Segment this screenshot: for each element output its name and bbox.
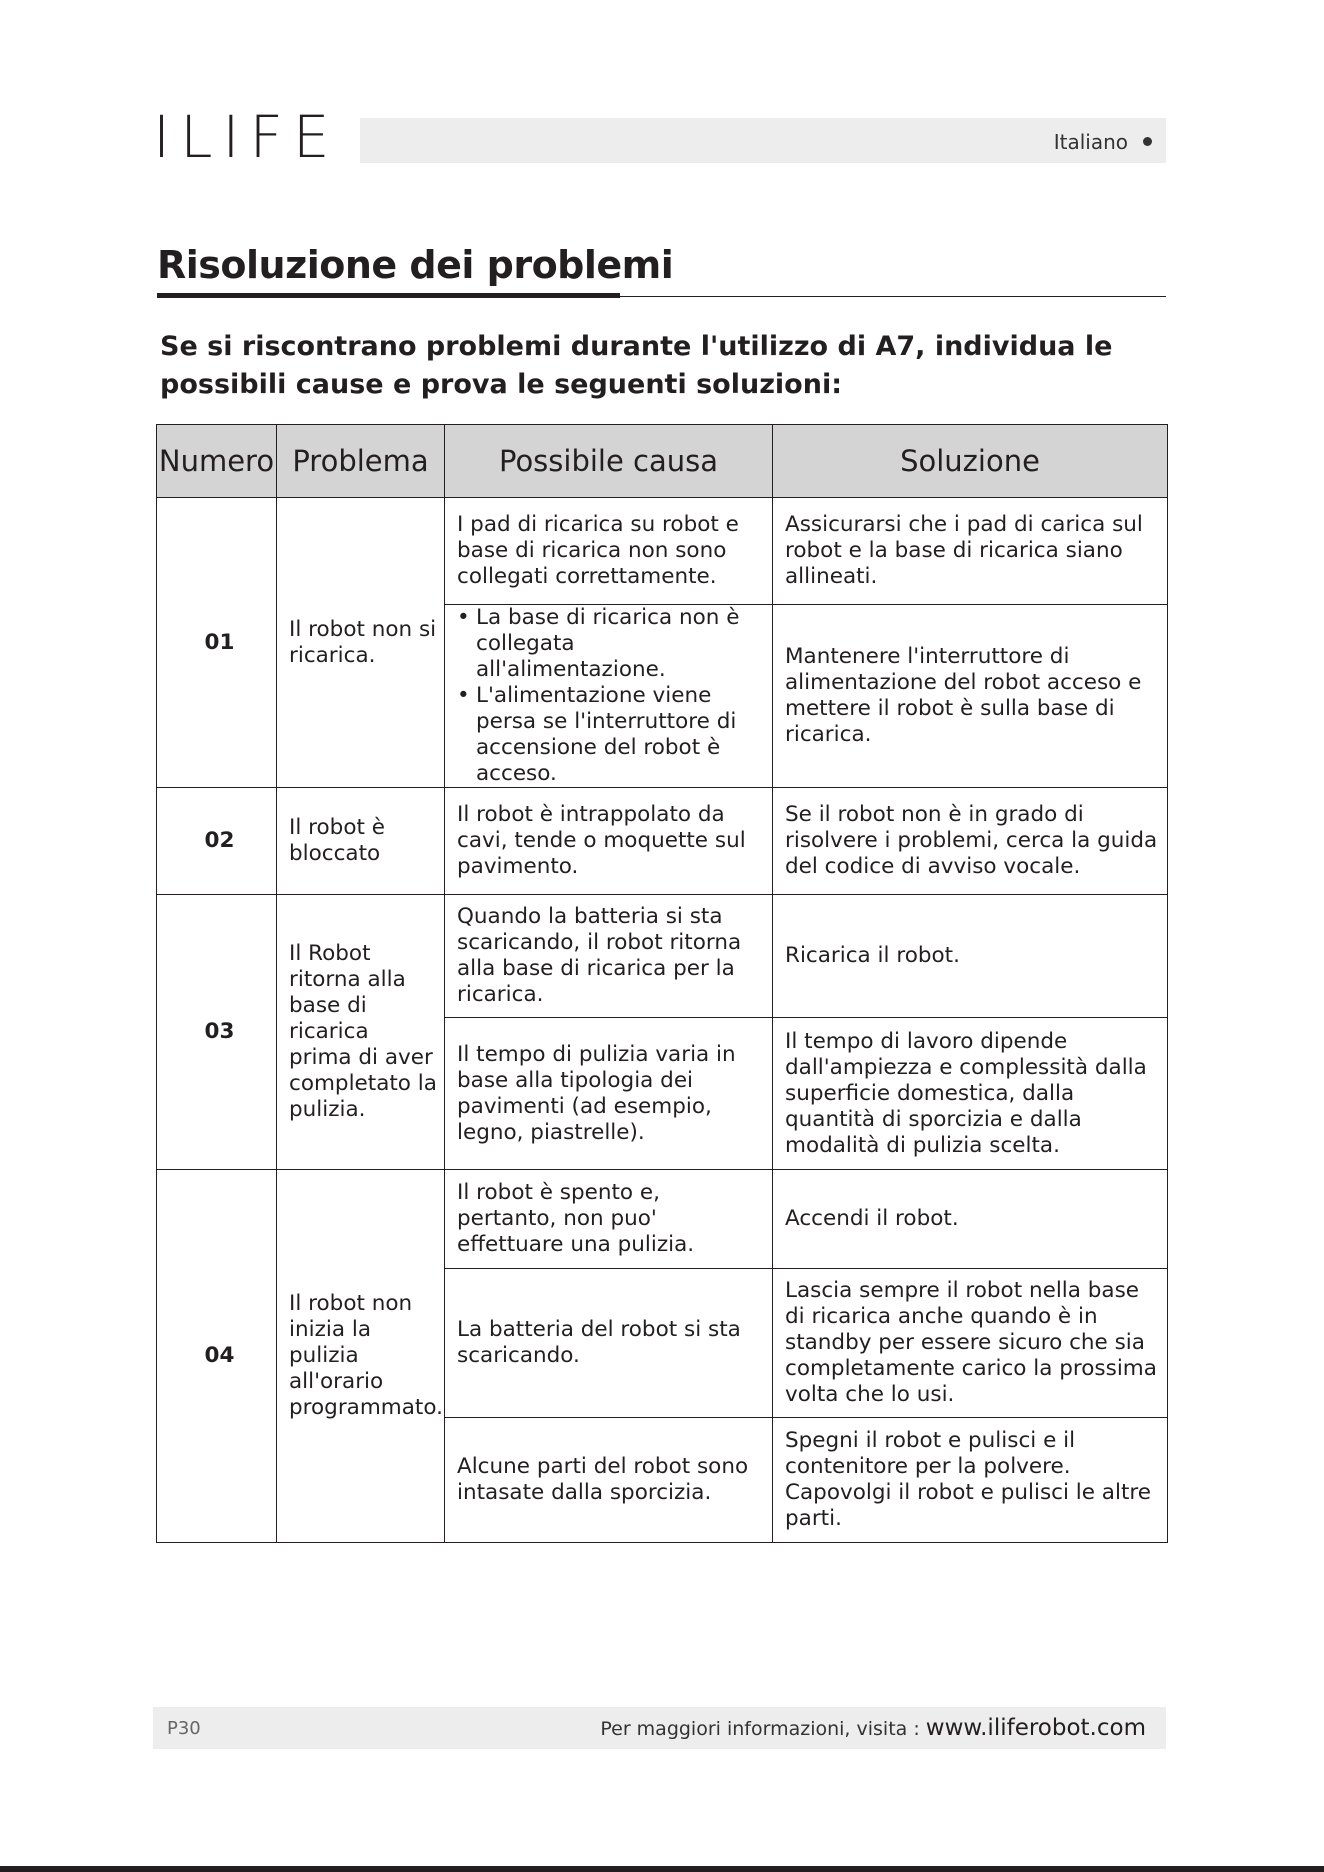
row-solution: Se il robot non è in grado di risolvere i problemi, cerca la guida del codice di avviso vocale. [773, 788, 1168, 895]
page-number: P30 [167, 1718, 201, 1739]
row-solution: Lascia sempre il robot nella base di ricarica anche quando è in standby per essere sicuro che sia completamente carico la prossima volta che lo usi. [773, 1269, 1168, 1418]
row-number: 03 [157, 895, 277, 1170]
table-header-row [157, 425, 1168, 498]
troubleshooting-table [156, 424, 1168, 1543]
cause-bullet-text: L'alimentazione viene persa se l'interruttore di accensione del robot è acceso. [476, 683, 737, 786]
footer-info [600, 1715, 1146, 1741]
row-cause: I pad di ricarica su robot e base di ricarica non sono collegati correttamente. [445, 498, 773, 605]
row-problem: Il robot è bloccato [277, 788, 445, 895]
footer-label: Per maggiori informazioni, visita : [600, 1718, 920, 1740]
website-link[interactable]: www.iliferobot.com [925, 1715, 1146, 1741]
row-number: 01 [157, 498, 277, 788]
header-solution: Soluzione [773, 425, 1168, 498]
row-solution: Spegni il robot e pulisci e il contenitore per la polvere. Capovolgi il robot e pulisci le altre parti. [773, 1418, 1168, 1543]
cause-bullet [457, 683, 766, 787]
page-title: Risoluzione dei problemi [157, 243, 674, 287]
title-rule [157, 296, 1166, 297]
row-problem: Il robot non inizia la pulizia all'orario programmato. [277, 1170, 445, 1543]
row-cause: Il robot è spento e, pertanto, non puo' effettuare una pulizia. [445, 1170, 773, 1269]
bottom-rule [0, 1866, 1324, 1872]
table-row [157, 1170, 1168, 1269]
row-problem: Il Robot ritorna alla base di ricarica prima di aver completato la pulizia. [277, 895, 445, 1170]
row-solution: Il tempo di lavoro dipende dall'ampiezza e complessità dalla superficie domestica, dalla quantità di sporcizia e dalla modalità di pulizia scelta. [773, 1018, 1168, 1170]
bullet-icon: • [457, 605, 470, 630]
language-bar [360, 118, 1166, 163]
row-cause: Alcune parti del robot sono intasate dalla sporcizia. [445, 1418, 773, 1543]
row-cause [445, 605, 773, 788]
intro-text: Se si riscontrano problemi durante l'utilizzo di A7, individua le possibili cause e prova le seguenti soluzioni: [160, 331, 1113, 400]
row-cause: Quando la batteria si sta scaricando, il robot ritorna alla base di ricarica per la ricarica. [445, 895, 773, 1018]
row-cause: Il robot è intrappolato da cavi, tende o moquette sul pavimento. [445, 788, 773, 895]
footer-bar [153, 1707, 1166, 1749]
row-solution: Mantenere l'interruttore di alimentazione del robot acceso e mettere il robot è sulla base di ricarica. [773, 605, 1168, 788]
row-problem: Il robot non si ricarica. [277, 498, 445, 788]
row-solution: Assicurarsi che i pad di carica sul robot e la base di ricarica siano allineati. [773, 498, 1168, 605]
bullet-icon: • [457, 683, 470, 708]
row-number: 04 [157, 1170, 277, 1543]
cause-bullet-text: La base di ricarica non è collegata all'alimentazione. [476, 605, 740, 682]
header-problem: Problema [277, 425, 445, 498]
table-row [157, 788, 1168, 895]
table-row [157, 895, 1168, 1018]
table-row [157, 498, 1168, 605]
header-number: Numero [157, 425, 277, 498]
row-solution: Ricarica il robot. [773, 895, 1168, 1018]
row-cause: Il tempo di pulizia varia in base alla tipologia dei pavimenti (ad esempio, legno, piastrelle). [445, 1018, 773, 1170]
cause-bullet [457, 605, 766, 683]
language-label: Italiano [1053, 130, 1128, 154]
header-cause: Possibile causa [445, 425, 773, 498]
brand-logo: ILIFE [153, 103, 340, 171]
row-cause: La batteria del robot si sta scaricando. [445, 1269, 773, 1418]
row-number: 02 [157, 788, 277, 895]
row-solution: Accendi il robot. [773, 1170, 1168, 1269]
bullet-dot-icon [1143, 137, 1152, 146]
